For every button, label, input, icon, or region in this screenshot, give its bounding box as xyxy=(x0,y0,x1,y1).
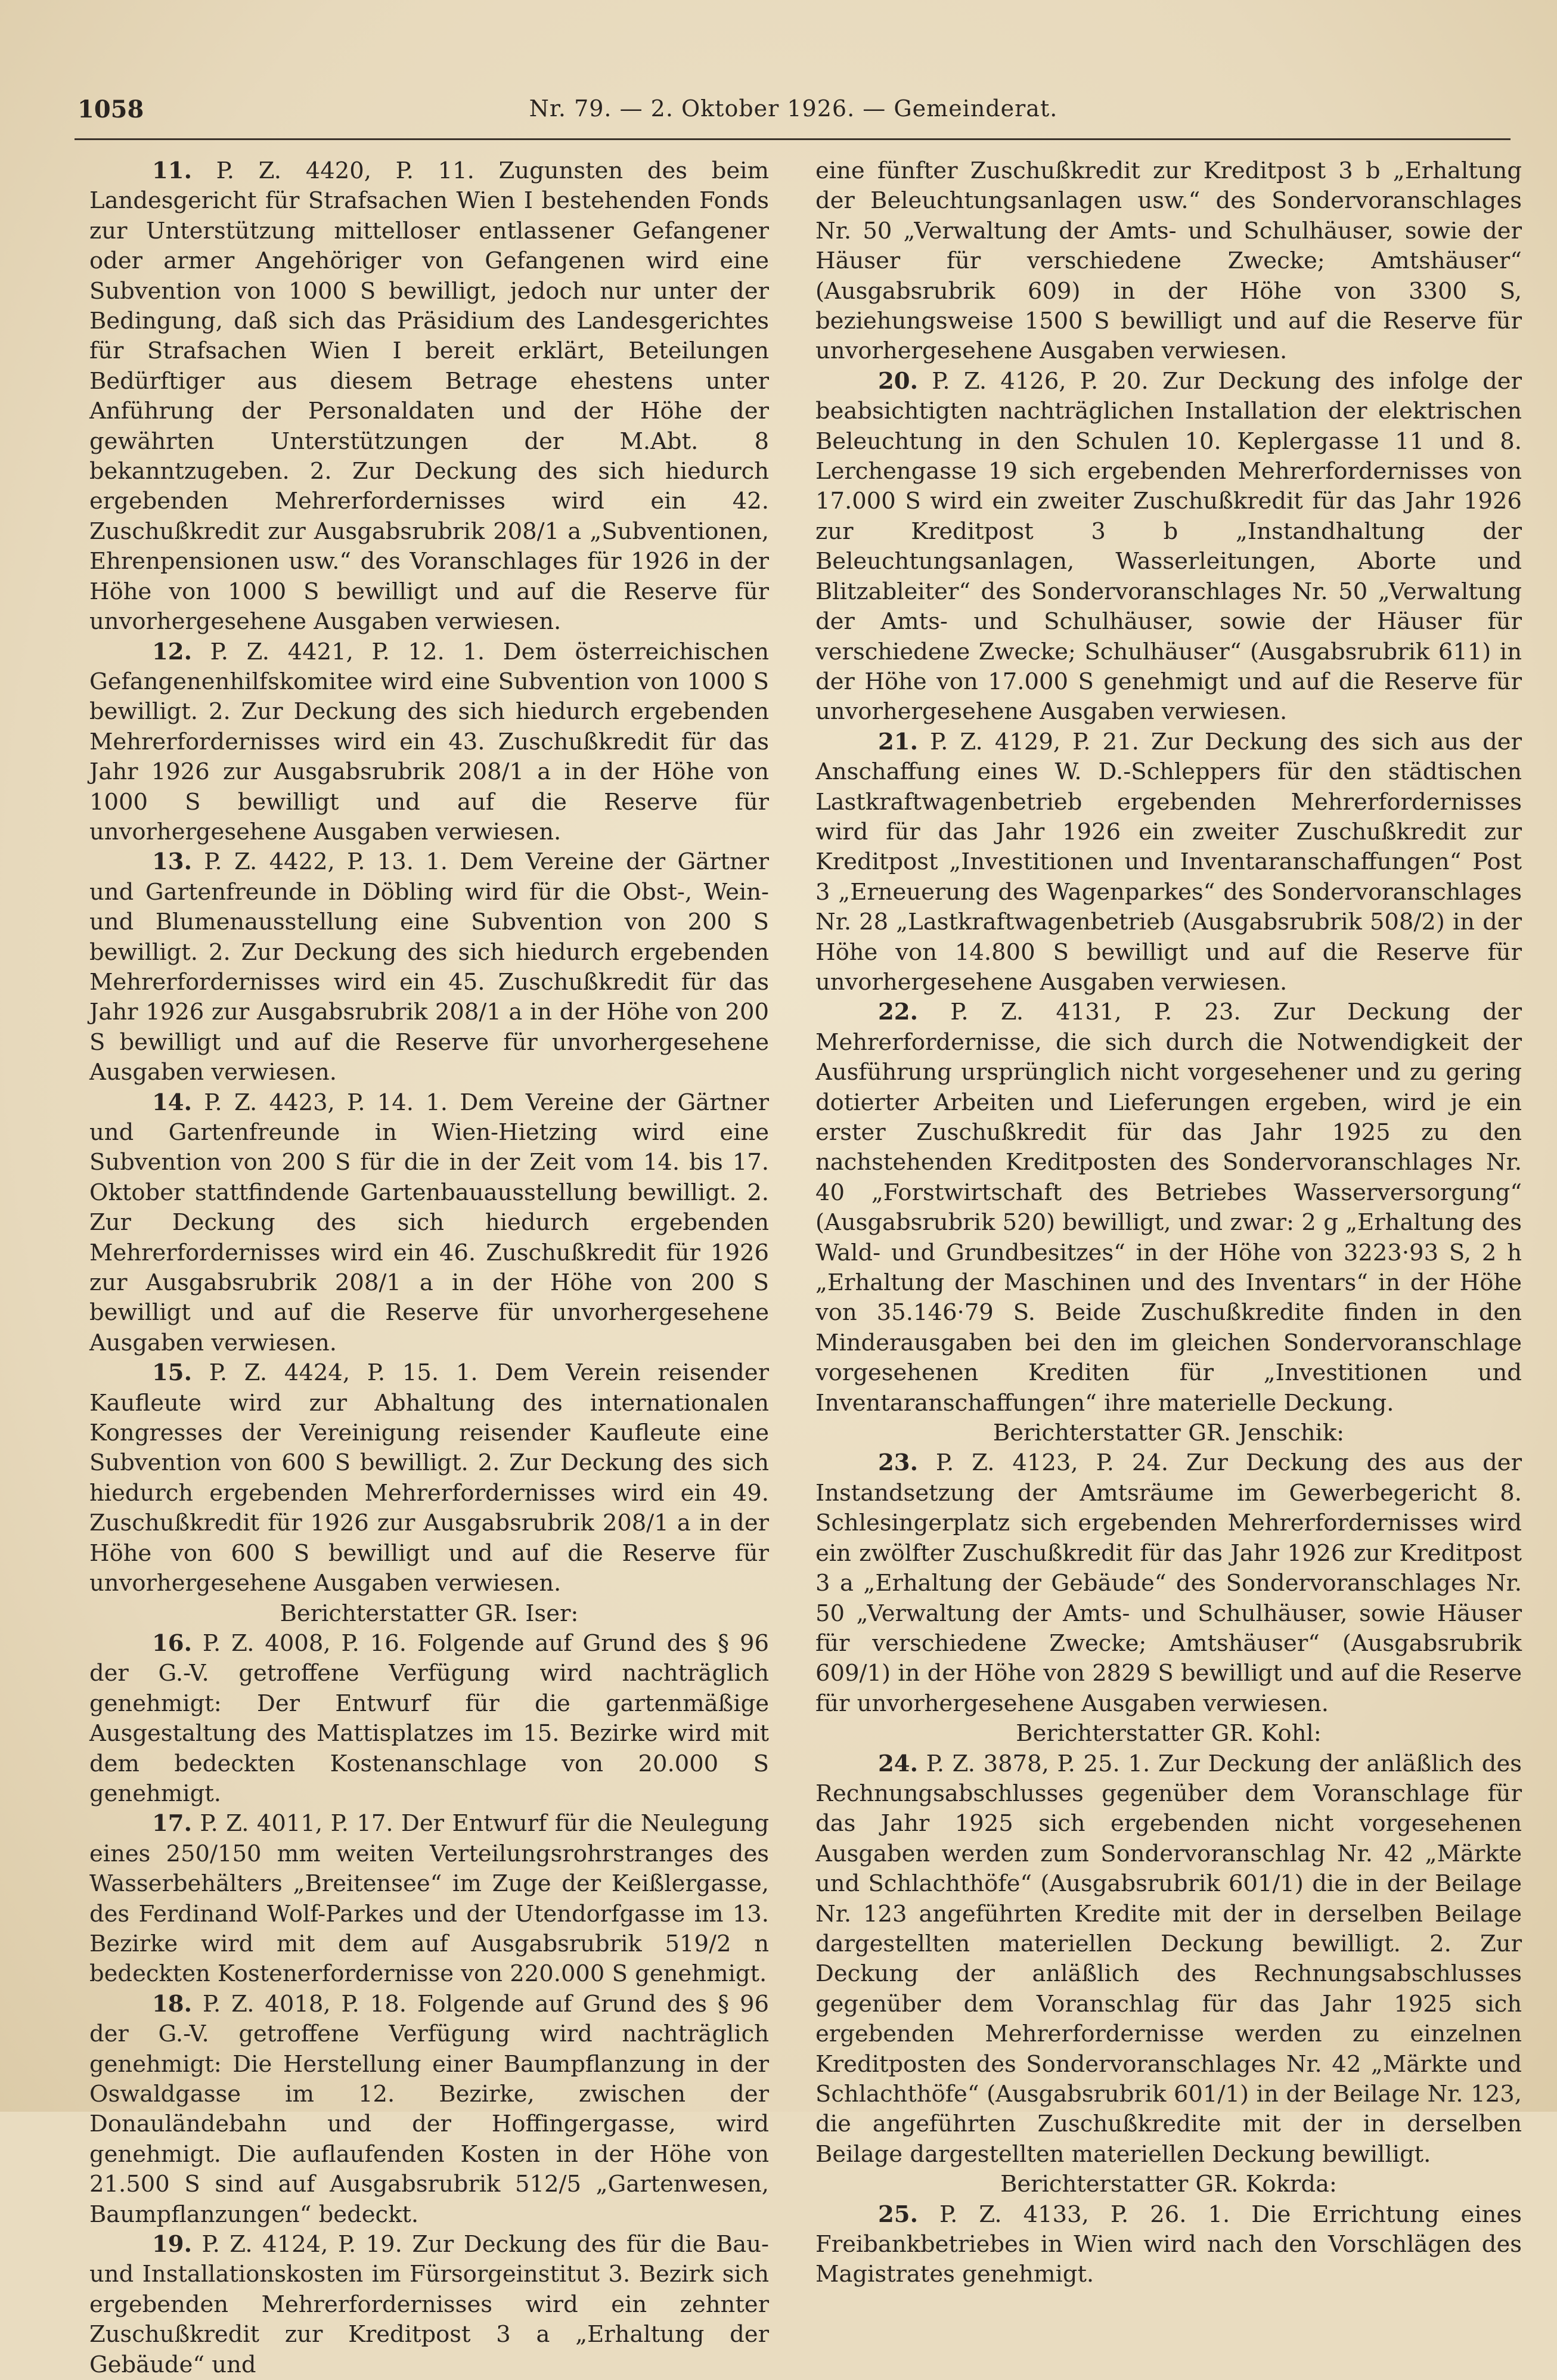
agenda-item xyxy=(89,1989,769,2230)
item-text: P. Z. 4124, P. 19. Zur Deckung des für die Bau- und Installationskosten im Fürsorgeinstitut 3. Bezirk sich ergebenden Mehrerfordernisses wird ein zehnter Zuschußkredit zur Kreditpost 3 a „Erhaltung der Gebäude“ und xyxy=(89,2231,769,2378)
agenda-item xyxy=(815,2200,1522,2290)
agenda-item xyxy=(89,847,769,1087)
agenda-item xyxy=(89,1088,769,1359)
agenda-item xyxy=(815,997,1522,1418)
item-number: 11. xyxy=(152,157,192,184)
item-number: 12. xyxy=(152,638,192,665)
agenda-item xyxy=(89,1358,769,1598)
item-number: 24. xyxy=(878,1750,918,1777)
item-text: P. Z. 4133, P. 26. 1. Die Errichtung eines Freibankbetriebes in Wien wird nach den Vorschlägen des Magistrates genehmigt. xyxy=(815,2201,1522,2288)
item-text: P. Z. 4424, P. 15. 1. Dem Verein reisender Kaufleute wird zur Abhaltung des internationalen Kongresses der Vereinigung reisender Kaufleute eine Subvention von 600 S bewilligt. 2. Zur Deckung des sich hiedurch ergebenden Mehrerfordernisses wird ein 49. Zuschußkredit für 1926 zur Ausgabsrubrik 208/1 a in der Höhe von 600 S bewilligt und auf die Reserve für unvorhergesehene Ausgaben verwiesen. xyxy=(89,1359,769,1597)
agenda-item xyxy=(89,1629,769,1809)
item-number: 17. xyxy=(152,1810,192,1837)
item-text: P. Z. 4011, P. 17. Der Entwurf für die Neulegung eines 250/150 mm weiten Verteilungsrohrstranges des Wasserbehälters „Breitensee“ im Zuge der Keißlergasse, des Ferdinand Wolf-Parkes und der Utendorfgasse im 13. Bezirke wird mit dem auf Ausgabsrubrik 519/2 n bedeckten Kostenerfordernisse von 220.000 S genehmigt. xyxy=(89,1810,769,1988)
left-column xyxy=(89,156,769,2378)
item-text: P. Z. 4421, P. 12. 1. Dem österreichischen Gefangenenhilfskomitee wird eine Subvention von 1000 S bewilligt. 2. Zur Deckung des sich hiedurch ergebenden Mehrerfordernisses wird ein 43. Zuschußkredit für das Jahr 1926 zur Ausgabsrubrik 208/1 a in der Höhe von 1000 S bewilligt und auf die Reserve für unvorhergesehene Ausgaben verwiesen. xyxy=(89,638,769,845)
item-number: 18. xyxy=(152,1990,192,2018)
item-text: P. Z. 4126, P. 20. Zur Deckung des infolge der beabsichtigten nachträglichen Installation der elektrischen Beleuchtung in den Schulen 10. Keplergasse 11 und 8. Lerchengasse 19 sich ergebenden Mehrerfordernisses von 17.000 S wird ein zweiter Zuschußkredit für das Jahr 1926 zur Kreditpost 3 b „Instandhaltung der Beleuchtungsanlagen, Wasserleitungen, Aborte und Blitzableiter“ des Sondervoranschlages Nr. 50 „Verwaltung der Amts- und Schulhäuser, sowie der Häuser für verschiedene Zwecke; Schulhäuser“ (Ausgabsrubrik 611) in der Höhe von 17.000 S genehmigt und auf die Reserve für unvorhergesehene Ausgaben verwiesen. xyxy=(815,367,1522,726)
agenda-item xyxy=(815,727,1522,998)
agenda-item xyxy=(815,367,1522,727)
agenda-item xyxy=(89,2230,769,2380)
item-text: P. Z. 4018, P. 18. Folgende auf Grund des § 96 der G.-V. getroffene Verfügung wird nachträglich genehmigt: Die Herstellung einer Baumpflanzung in der Oswaldgasse im 12. Bezirke, zwischen der Donauländebahn und der Hoffingergasse, wird genehmigt. Die auflaufenden Kosten in der Höhe von 21.500 S sind auf Ausgabsrubrik 512/5 „Gartenwesen, Baumpflanzungen“ bedeckt. xyxy=(89,1990,769,2228)
continued-paragraph: eine fünfter Zuschußkredit zur Kreditpost 3 b „Erhaltung der Beleuchtungsanlagen usw.“ des Sondervoranschlages Nr. 50 „Verwaltung der Amts- und Schulhäuser, sowie der Häuser für verschiedene Zwecke; Amtshäuser“ (Ausgabsrubrik 609) in der Höhe von 3300 S, beziehungsweise 1500 S bewilligt und auf die Reserve für unvorhergesehene Ausgaben verwiesen. xyxy=(815,157,1522,365)
item-number: 23. xyxy=(878,1449,918,1477)
running-head: Nr. 79. — 2. Oktober 1926. — Gemeinderat. xyxy=(529,95,1058,122)
reporter-heading: Berichterstatter GR. Iser: xyxy=(280,1600,579,1627)
item-text: P. Z. 4131, P. 23. Zur Deckung der Mehrerfordernisse, die sich durch die Notwendigkeit der Ausführung ursprünglich nicht vorgesehener und zu gering dotierter Arbeiten und Lieferungen ergeben, wird je ein erster Zuschußkredit für das Jahr 1925 zu den nachstehenden Kreditposten des Sondervoranschlages Nr. 40 „Forstwirtschaft des Betriebes Wasserversorgung“ (Ausgabsrubrik 520) bewilligt, und zwar: 2 g „Erhaltung des Wald- und Grundbesitzes“ in der Höhe von 3223·93 S, 2 h „Erhaltung der Maschinen und des Inventars“ in der Höhe von 35.146·79 S. Beide Zuschußkredite finden in den Minderausgaben bei den im gleichen Sondervoranschlage vorgesehenen Krediten für „Investitionen und Inventaranschaffungen“ ihre materielle Deckung. xyxy=(815,999,1522,1417)
page-header xyxy=(77,89,1509,131)
item-number: 13. xyxy=(152,848,192,876)
item-number: 20. xyxy=(878,367,918,395)
item-text: P. Z. 4129, P. 21. Zur Deckung des sich aus der Anschaffung eines W. D.-Schleppers für den städtischen Lastkraftwagenbetrieb ergebenden Mehrerfordernisses wird für das Jahr 1926 ein zweiter Zuschußkredit zur Kreditpost „Investitionen und Inventaranschaffungen“ Post 3 „Erneuerung des Wagenparkes“ des Sondervoranschlages Nr. 28 „Lastkraftwagenbetrieb (Ausgabsrubrik 508/2) in der Höhe von 14.800 S bewilligt und auf die Reserve für unvorhergesehene Ausgaben verwiesen. xyxy=(815,728,1522,996)
page-number: 1058 xyxy=(77,95,144,123)
item-text: P. Z. 4422, P. 13. 1. Dem Vereine der Gärtner und Gartenfreunde in Döbling wird für die Obst-, Wein- und Blumenausstellung eine Subvention von 200 S bewilligt. 2. Zur Deckung des sich hiedurch ergebenden Mehrerfordernisses wird ein 45. Zuschußkredit für das Jahr 1926 zur Ausgabsrubrik 208/1 a in der Höhe von 200 S bewilligt und auf die Reserve für unvorhergesehene Ausgaben verwiesen. xyxy=(89,848,769,1086)
header-rule xyxy=(75,138,1511,140)
agenda-item xyxy=(89,156,769,637)
agenda-item xyxy=(89,637,769,848)
item-text: P. Z. 4123, P. 24. Zur Deckung des aus der Instandsetzung der Amtsräume im Gewerbegericht 8. Schlesingerplatz sich ergebenden Mehrerfordernisses wird ein zwölfter Zuschußkredit für das Jahr 1926 zur Kreditpost 3 a „Erhaltung der Gebäude“ des Sondervoranschlages Nr. 50 „Verwaltung der Amts- und Schulhäuser, sowie Häuser für verschiedene Zwecke; Amtshäuser“ (Ausgabsrubrik 609/1) in der Höhe von 2829 S bewilligt und auf die Reserve für unvorhergesehene Ausgaben verwiesen. xyxy=(815,1449,1522,1717)
item-number: 14. xyxy=(152,1089,192,1116)
right-column xyxy=(815,156,1522,2288)
item-number: 25. xyxy=(878,2201,918,2228)
item-number: 22. xyxy=(878,999,918,1026)
reporter-heading: Berichterstatter GR. Jenschik: xyxy=(992,1420,1345,1447)
item-number: 16. xyxy=(152,1629,192,1657)
reporter-heading: Berichterstatter GR. Kokrda: xyxy=(1000,2171,1337,2198)
reporter-heading: Berichterstatter GR. Kohl: xyxy=(1016,1720,1322,1747)
item-number: 19. xyxy=(152,2231,192,2258)
item-text: P. Z. 4423, P. 14. 1. Dem Vereine der Gärtner und Gartenfreunde in Wien-Hietzing wird eine Subvention von 200 S für die in der Zeit vom 14. bis 17. Oktober stattfindende Gartenbauausstellung bewilligt. 2. Zur Deckung des sich hiedurch ergebenden Mehrerfordernisses wird ein 46. Zuschußkredit für 1926 zur Ausgabsrubrik 208/1 a in der Höhe von 200 S bewilligt und auf die Reserve für unvorhergesehene Ausgaben verwiesen. xyxy=(89,1089,769,1356)
agenda-item xyxy=(815,1749,1522,2170)
item-text: P. Z. 3878, P. 25. 1. Zur Deckung der anläßlich des Rechnungsabschlusses gegenüber dem Voranschlage für das Jahr 1925 sich ergebenden nicht vorgesehenen Ausgaben werden zum Sondervoranschlag Nr. 42 „Märkte und Schlachthöfe“ (Ausgabsrubrik 601/1) die in der Beilage Nr. 123 angeführten Kredite mit der in derselben Beilage dargestellten materiellen Deckung bewilligt. 2. Zur Deckung der anläßlich des Rechnungsabschlusses gegenüber dem Voranschlag für das Jahr 1925 sich ergebenden Mehrerfordernisse werden zu einzelnen Kreditposten des Sondervoranschlages Nr. 42 „Märkte und Schlachthöfe“ (Ausgabsrubrik 601/1) in der Beilage Nr. 123, die angeführten Zuschußkredite mit der in derselben Beilage dargestellten materiellen Deckung bewilligt. xyxy=(815,1750,1522,2168)
item-number: 15. xyxy=(152,1359,192,1387)
agenda-item xyxy=(89,1809,769,1989)
agenda-item xyxy=(815,1448,1522,1719)
item-number: 21. xyxy=(878,728,918,755)
item-text: P. Z. 4420, P. 11. Zugunsten des beim Landesgericht für Strafsachen Wien I bestehenden Fonds zur Unterstützung mittelloser entlassener Gefangener oder armer Angehöriger von Gefangenen wird eine Subvention von 1000 S bewilligt, jedoch nur unter der Bedingung, daß sich das Präsidium des Landesgerichtes für Strafsachen Wien I bereit erklärt, Beteilungen Bedürftiger aus diesem Betrage ehestens unter Anführung der Personaldaten und der Höhe der gewährten Unterstützungen der M.Abt. 8 bekanntzugeben. 2. Zur Deckung des sich hiedurch ergebenden Mehrerfordernisses wird ein 42. Zuschußkredit zur Ausgabsrubrik 208/1 a „Subventionen, Ehrenpensionen usw.“ des Voranschlages für 1926 in der Höhe von 1000 S bewilligt und auf die Reserve für unvorhergesehene Ausgaben verwiesen. xyxy=(89,157,769,636)
item-text: P. Z. 4008, P. 16. Folgende auf Grund des § 96 der G.-V. getroffene Verfügung wird nachträglich genehmigt: Der Entwurf für die gartenmäßige Ausgestaltung des Mattisplatzes im 15. Bezirke wird mit dem bedeckten Kostenanschlage von 20.000 S genehmigt. xyxy=(89,1629,769,1807)
